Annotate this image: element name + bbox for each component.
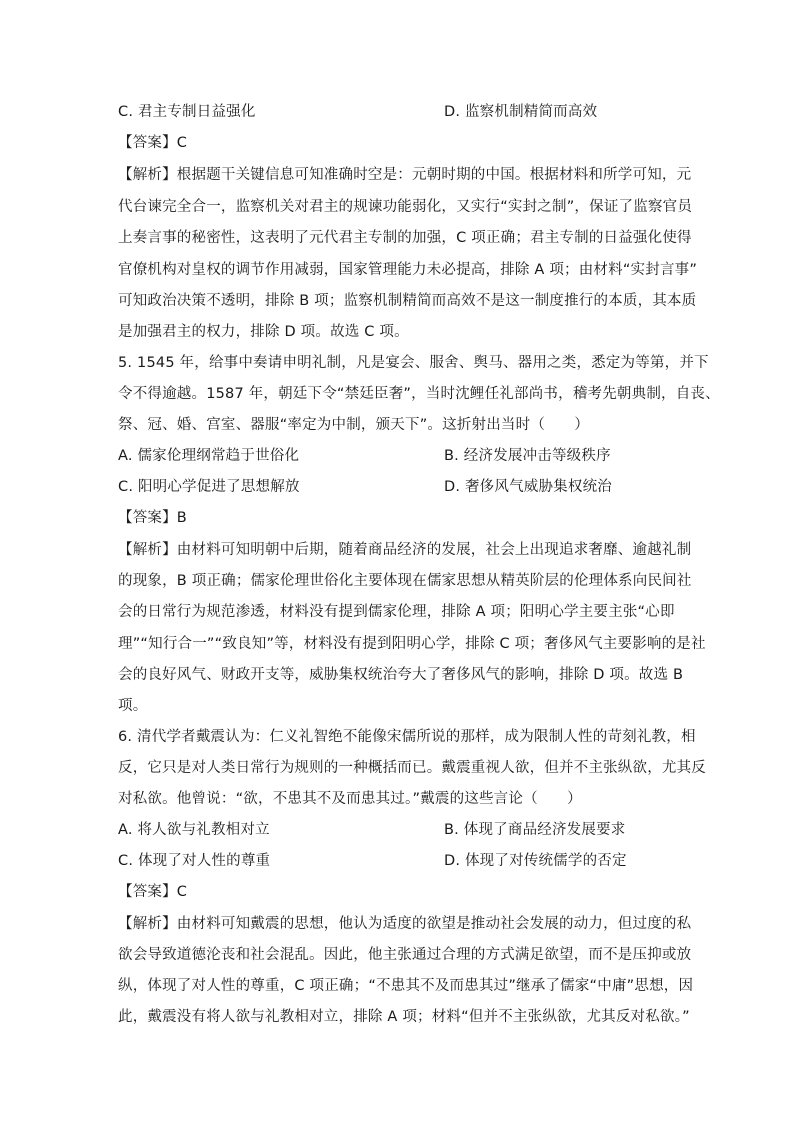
q4-analysis-line: 上奏言事的秘密性，这表明了元代君主专制的加强，C 项正确；君主专制的日益强化使得 [118,230,692,246]
q4-analysis-line: 是加强君主的权力，排除 D 项。故选 C 项。 [118,324,409,340]
q4-option-d: D. 监察机制精简而高效 [444,104,598,120]
q4-answer: 【答案】C [118,135,188,151]
q6-option-b: B. 体现了商品经济发展要求 [444,822,626,838]
q5-stem-line: 令不得逾越。1587 年，朝廷下令“禁廷臣奢”，当时沈鲤任礼部尚书，稽考先朝典制，自丧、 [118,386,720,402]
q6-option-a: A. 将人欲与礼教相对立 [118,822,270,838]
q5-option-c: C. 阳明心学促进了思想解放 [118,479,300,495]
q4-analysis-line: 官僚机构对皇权的调节作用减弱，国家管理能力未必提高，排除 A 项；由材料“实封言事” [118,262,698,278]
q6-analysis-line: 纵，体现了对人性的尊重，C 项正确；“不患其不及而患其过”继承了儒家“中庸”思想，因 [118,978,694,994]
q4-analysis-line: 【解析】根据题干关键信息可知准确时空是：元朝时期的中国。根据材料和所学可知，元 [118,167,692,183]
q4-analysis-line: 代台谏完全合一，监察机关对君主的规谏功能弱化，又实行“实封之制”，保证了监察官员 [118,199,693,215]
q5-option-b: B. 经济发展冲击等级秩序 [444,448,611,464]
q5-analysis-line: 会的良好风气、财政开支等，威胁集权统治夸大了奢侈风气的影响，排除 D 项。故选 B [118,667,684,683]
q5-analysis-line: 会的日常行为规范渗透，材料没有提到儒家伦理，排除 A 项；阳明心学主要主张“心即 [118,604,675,620]
q6-analysis-line: 欲会导致道德沦丧和社会混乱。因此，他主张通过合理的方式满足欲望，而不是压抑或放 [118,947,692,963]
q6-stem-line: 对私欲。他曾说：“欲，不患其不及而患其过。”戴震的这些言论（ ） [118,791,582,807]
q6-stem-line: 反，它只是对人类日常行为规则的一种概括而已。戴震重视人欲，但并不主张纵欲，尤其反 [118,760,706,776]
q6-analysis-line: 【解析】由材料可知戴震的思想，他认为适度的欲望是推动社会发展的动力，但过度的私 [118,916,692,932]
q5-stem-line: 祭、冠、婚、宫室、器服“率定为中制，颁天下”。这折射出当时（ ） [118,417,590,433]
q5-analysis-line: 项。 [118,698,148,714]
q5-analysis-line: 理”“知行合一”“致良知”等，材料没有提到阳明心学，排除 C 项；奢侈风气主要影响的是社 [118,636,706,652]
q4-analysis-line: 可知政治决策不透明，排除 B 项；监察机制精简而高效不是这一制度推行的本质，其本质 [118,293,697,309]
q6-option-c: C. 体现了对人性的尊重 [118,853,271,869]
q6-analysis-line: 此，戴震没有将人欲与礼教相对立，排除 A 项；材料“但并不主张纵欲，尤其反对私欲。” [118,1009,690,1025]
q5-analysis-line: 【解析】由材料可知明朝中后期，随着商品经济的发展，社会上出现追求奢靡、逾越礼制 [118,542,692,558]
q5-analysis-line: 的现象，B 项正确；儒家伦理世俗化主要体现在儒家思想从精英阶层的伦理体系向民间社 [118,573,692,589]
q6-option-d: D. 体现了对传统儒学的否定 [444,853,627,869]
q6-stem-line: 6. 清代学者戴震认为：仁义礼智绝不能像宋儒所说的那样，成为限制人性的苛刻礼教，相 [118,729,696,745]
q5-stem-line: 5. 1545 年，给事中奏请申明礼制，凡是宴会、服舍、舆马、器用之类，悉定为等第，并下 [118,355,709,371]
q5-answer: 【答案】B [118,510,187,526]
q5-option-a: A. 儒家伦理纲常趋于世俗化 [118,448,300,464]
q6-answer: 【答案】C [118,884,188,900]
q4-option-c: C. 君主专制日益强化 [118,104,256,120]
q5-option-d: D. 奢侈风气威胁集权统治 [444,479,612,495]
